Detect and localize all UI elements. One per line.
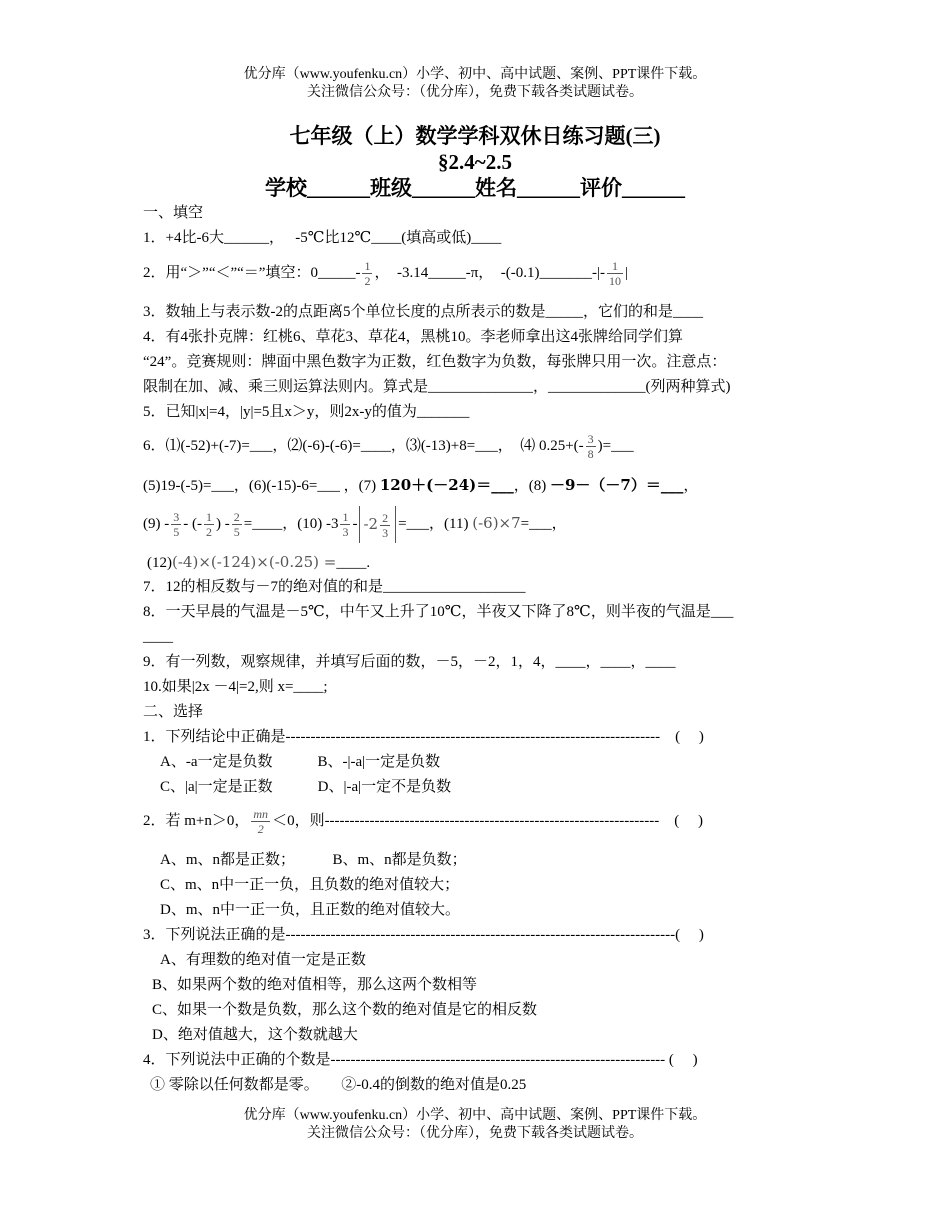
student-info-line: 学校______班级______姓名______评价______ bbox=[265, 176, 685, 200]
choice-q3-option-a: A、有理数的绝对值一定是正数 bbox=[160, 952, 366, 968]
fill-q6-line-1 bbox=[143, 428, 634, 464]
fill-q6-11-label: =___，(11) bbox=[398, 516, 473, 532]
fill-q8-line-2: ____ bbox=[143, 629, 173, 645]
choice-q3-option-d: D、绝对值越大，这个数就越大 bbox=[152, 1027, 358, 1043]
fill-q5: 5．已知|x|=4，|y|=5且x＞y，则2x-y的值为_______ bbox=[143, 404, 470, 420]
choice-q1: 1．下列结论中正确是--------------------------------------------------------------------------- ( ) bbox=[143, 729, 704, 745]
fill-q6-9-part: - (- bbox=[183, 516, 202, 532]
fill-q7: 7．12的相反数与－7的绝对值的和是___________________ bbox=[143, 579, 526, 595]
fill-q6-5-7: (5)19-(-5)=___，(6)(-15)-6=___ ，(7) bbox=[143, 478, 380, 494]
fraction: $\frac{1}{10}$ bbox=[609, 259, 621, 289]
choice-q2-text: 2．若 m+n＞0， bbox=[143, 813, 250, 829]
absolute-value: -2 $\frac{2}{3}$ bbox=[359, 506, 396, 543]
fill-q6-9-label: (9) - bbox=[143, 516, 170, 532]
fill-q4-line-1: 4．有4张扑克牌：红桃6、草花3、草花4，黑桃10。李老师拿出这4张牌给同学们算 bbox=[143, 329, 684, 345]
fill-q6-line-3 bbox=[143, 505, 567, 543]
fill-heading: 一、填空 bbox=[143, 205, 204, 221]
choice-q3-option-c: C、如果一个数是负数，那么这个数的绝对值是它的相反数 bbox=[152, 1002, 538, 1018]
choice-q1-options-ab: A、-a一定是负数 B、-|-a|一定是负数 bbox=[160, 754, 441, 770]
fill-q6-11-expr: (-6)×7 bbox=[472, 514, 521, 532]
fill-q2-mid: ， -3.14_____-π， -(-0.1)_______-|- bbox=[374, 265, 605, 281]
choice-q2-option-c: C、m、n中一正一负，且负数的绝对值较大； bbox=[160, 877, 460, 893]
fill-q6-10-label: =____，(10) -3 bbox=[243, 516, 339, 532]
fill-q6-8-label: ，(8) bbox=[513, 478, 550, 494]
fill-q4-line-3: 限制在加、减、乘三则运算法则内。算式是______________，_____________(列两种算式) bbox=[143, 379, 731, 395]
fill-q4-line-2: “24”。竞赛规则：牌面中黑色数字为正数，红色数字为负数，每张牌只用一次。注意点： bbox=[143, 354, 727, 370]
footer-line-1: 优分库（www.youfenku.cn）小学、初中、高中试题、案例、PPT课件下载。 bbox=[243, 1108, 707, 1123]
fill-q6-11-end: =___， bbox=[520, 516, 567, 532]
fraction: $\frac{1}{3}$ bbox=[342, 510, 349, 540]
choice-heading: 二、选择 bbox=[143, 704, 204, 720]
fill-q6-7-expr: 120＋(－24)＝___ bbox=[379, 476, 514, 494]
fill-q8-line-1: 8．一天早晨的气温是－5℃，中午又上升了10℃，半夜又下降了8℃，则半夜的气温是___ bbox=[143, 604, 734, 620]
choice-q4: 4．下列说法中正确的个数是------------------------------------------------------------------- ( ) bbox=[143, 1052, 698, 1068]
section-title: §2.4~2.5 bbox=[438, 150, 512, 174]
header-line-1: 优分库（www.youfenku.cn）小学、初中、高中试题、案例、PPT课件下载。 bbox=[243, 67, 707, 82]
choice-q4-items: ① 零除以任何数都是零。 ②-0.4的倒数的绝对值是0.25 bbox=[150, 1077, 527, 1093]
fraction: $\frac{1}{2}$ bbox=[364, 259, 371, 289]
fill-q2-suffix: | bbox=[625, 265, 629, 281]
page-title: 七年级（上）数学学科双休日练习题(三) bbox=[289, 124, 661, 148]
fill-q6-12-blank: ____. bbox=[336, 555, 371, 571]
fill-q9: 9．有一列数，观察规律，并填写后面的数，－5，－2，1，4，____，____，____ bbox=[143, 654, 676, 670]
fraction: $\frac{mn}{2}$ bbox=[253, 807, 269, 837]
fill-q6-10-part: - bbox=[352, 516, 358, 532]
fill-q6-9-part: ) - bbox=[216, 516, 230, 532]
fraction: $\frac{3}{5}$ bbox=[173, 510, 180, 540]
choice-q1-options-cd: C、|a|一定是正数 D、|-a|一定不是负数 bbox=[160, 779, 452, 795]
fill-q6-line-2-end: ， bbox=[683, 478, 699, 494]
header-line-2: 关注微信公众号：（优分库），免费下载各类试题试卷。 bbox=[307, 85, 643, 100]
fill-q1: 1．+4比-6大______， -5℃比12℃____(填高或低)____ bbox=[143, 230, 502, 246]
fill-q6-12-expr: (-4)×(-124)×(-0.25) = bbox=[172, 553, 337, 571]
fraction: $\frac{1}{2}$ bbox=[206, 510, 212, 540]
fill-q6-line-1-suffix: )=___ bbox=[597, 438, 634, 454]
fill-q6-12-label: (12) bbox=[147, 555, 172, 571]
fill-q2-prefix: 2．用“＞”“＜”“＝”填空：0_____- bbox=[143, 265, 361, 281]
fill-q6-line-4 bbox=[147, 553, 370, 572]
footer-line-2: 关注微信公众号：（优分库），免费下载各类试题试卷。 bbox=[307, 1126, 643, 1141]
fraction: $\frac{3}{8}$ bbox=[587, 432, 594, 462]
fill-q10: 10.如果|2x －4|=2,则 x=____; bbox=[143, 679, 328, 695]
choice-q2-tail: ＜0，则------------------------------------------------------------------- ( ) bbox=[272, 813, 703, 829]
choice-q2 bbox=[143, 803, 703, 839]
fraction: $\frac{2}{5}$ bbox=[233, 510, 240, 540]
fill-q6-line-1-text: 6．⑴(-52)+(-7)=___，⑵(-6)-(-6)=____，⑶(-13)+8=___， ⑷ 0.25+(- bbox=[143, 438, 584, 454]
fill-q6-line-2 bbox=[143, 476, 698, 495]
fill-q6-8-expr: －9－（－7）＝___ bbox=[550, 476, 684, 494]
choice-q2-option-d: D、m、n中一正一负，且正数的绝对值较大。 bbox=[160, 902, 461, 918]
fill-q2 bbox=[143, 256, 628, 290]
choice-q3: 3．下列说法正确的是------------------------------------------------------------------------------( ) bbox=[143, 927, 704, 943]
choice-q3-option-b: B、如果两个数的绝对值相等，那么这两个数相等 bbox=[152, 977, 478, 993]
fill-q3: 3．数轴上与表示数-2的点距离5个单位长度的点所表示的数是_____，它们的和是____ bbox=[143, 304, 703, 320]
choice-q2-options-ab: A、m、n都是正数； B、m、n都是负数； bbox=[160, 852, 467, 868]
